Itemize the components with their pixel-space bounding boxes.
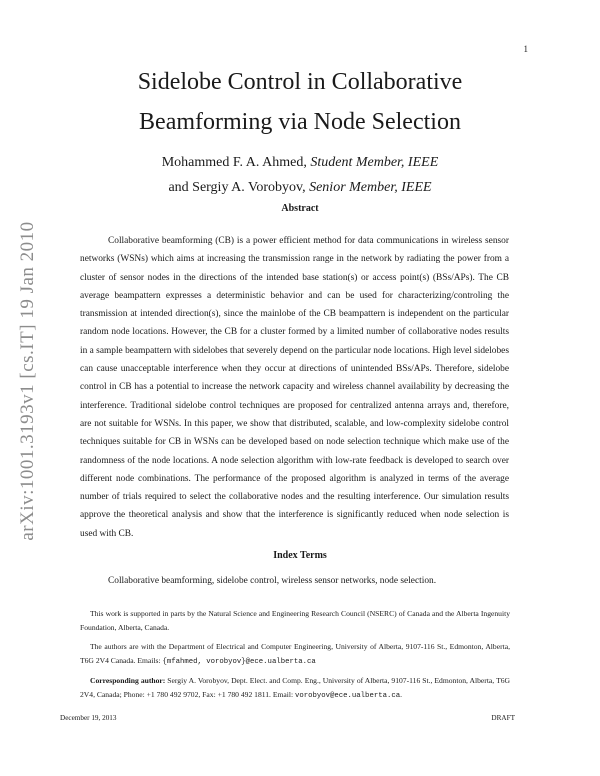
footnote-funding: This work is supported in parts by the Natural Science and Engineering Research Council (NSERC) of Canada and the Alberta Ingenuity Foundation, Alberta, Canada. [80,609,510,632]
footnote-affiliation-text: The authors are with the Department of Electrical and Computer Engineering, University of Alberta, 9107-116 St., Edmonton, Alberta, T6G 2V4 Canada. Emails: [80,642,510,665]
corresponding-end: . [400,690,402,699]
footnote-corresponding [80,674,510,703]
paper-title [0,62,600,142]
corresponding-label: Corresponding author: [90,676,166,685]
author-2 [0,175,600,200]
abstract-heading: Abstract [281,203,319,214]
title-line-1: Sidelobe Control in Collaborative [137,69,463,95]
title-line-2: Beamforming via Node Selection [139,109,461,135]
corresponding-text: Sergiy A. Vorobyov, Dept. Elect. and Comp. Eng., University of Alberta, 9107-116 St., Edmonton, Alberta, T6G 2V4, Canada; Phone: +1 780 492 9702, Fax: +1 780 492 1811. Email: [80,676,510,699]
page-number: 1 [523,44,528,54]
author-1-name: Mohammed F. A. Ahmed, [161,155,311,170]
index-terms-text: Collaborative beamforming, sidelobe control, wireless sensor networks, node selection. [108,576,437,586]
footer-draft: DRAFT [491,714,515,722]
footnote-affiliation [80,640,510,669]
footer-date: December 19, 2013 [60,714,117,722]
footnote-affiliation-email: {mfahmed, vorobyov}@ece.ualberta.ca [162,658,316,666]
author-2-role: Senior Member, IEEE [309,180,432,195]
author-block [0,150,600,200]
footnotes [80,607,510,708]
corresponding-email: vorobyov@ece.ualberta.ca [295,692,401,700]
author-2-name: and Sergiy A. Vorobyov, [168,180,310,195]
author-1-role: Student Member, IEEE [310,155,439,170]
abstract-text: Collaborative beamforming (CB) is a power efficient method for data communications in wireless sensor networks (WSNs) which aims at increasing the transmission range in the network by radiating the power from a cluster of sensor nodes in the directions of the intended base station(s) or access point(s) (BSs/APs). The CB average beampattern expresses a deterministic behavior and can be used for characterizing/controling the transmission at intended direction(s), since the mainlobe of the CB beampattern is independent on the particular random node locations. However, the CB for a cluster formed by a limited number of collaborative nodes results in a sample beampattern with sidelobes that severely depend on the particular node locations. High level sidelobes can cause unacceptable interference when they occur at directions of unintended BSs/APs. Therefore, sidelobe control in CB has a potential to increase the network capacity and wireless channel availability by decreasing the interference. Traditional sidelobe control techniques are proposed for centralized antenna arrays and, therefore, are not suitable for WSNs. In this paper, we show that distributed, scalable, and low-complexity sidelobe control techniques suitable for CB in WSNs can be developed based on node selection technique which make use of the randomness of the node locations. A node selection algorithm with low-rate feedback is developed to search over different node combinations. The performance of the proposed algorithm is analyzed in terms of the average number of trials required to select the collaborative nodes and the resulting interference. Our simulation results approve the theoretical analysis and show that the interference is significantly reduced when node selection is used with CB. [80,236,509,539]
arxiv-stamp: arXiv:1001.3193v1 [cs.IT] 19 Jan 2010 [17,221,38,541]
author-1 [0,150,600,175]
index-terms-heading: Index Terms [273,550,327,561]
